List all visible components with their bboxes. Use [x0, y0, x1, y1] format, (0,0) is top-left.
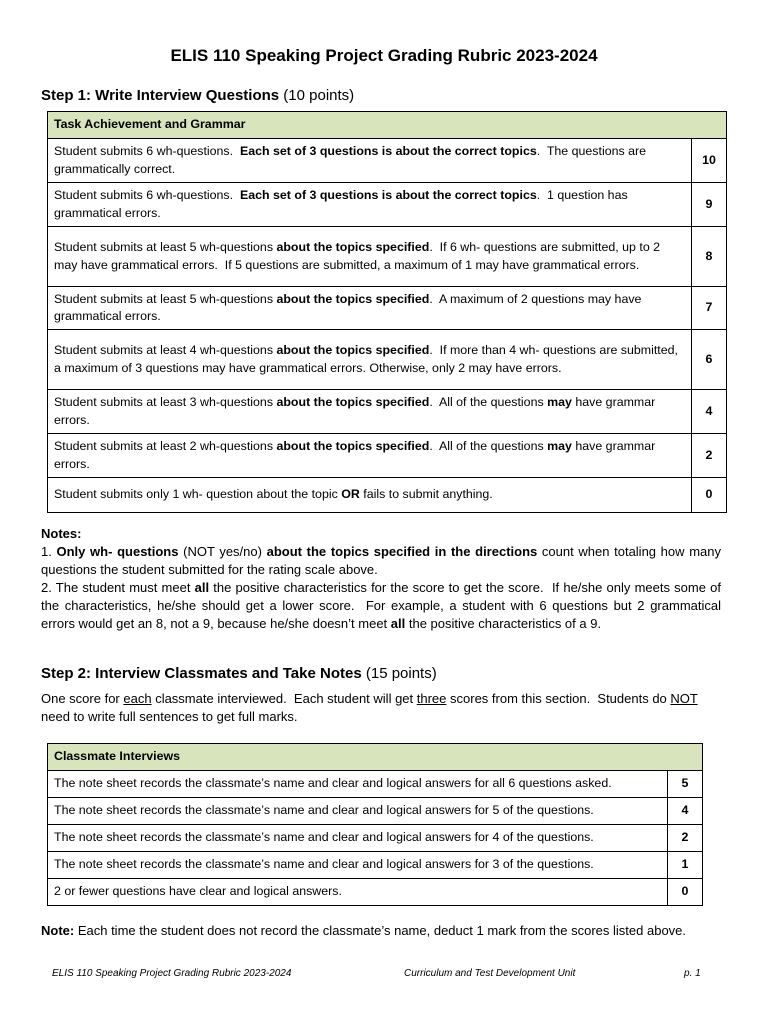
note2-label: Note:: [41, 923, 75, 938]
table1-row-score: 2: [692, 434, 727, 478]
table2-row-score: 0: [668, 879, 703, 906]
table1-header: Task Achievement and Grammar: [48, 112, 727, 139]
table1-row-score: 8: [692, 227, 727, 287]
footer-page-number: p. 1: [684, 968, 701, 979]
step1-label: Step 1: Write Interview Questions: [41, 87, 280, 104]
table1-row-desc: Student submits at least 5 wh-questions about the topics specified. A maximum of 2 questions may have grammatical errors.: [48, 287, 692, 330]
table2-row-desc: The note sheet records the classmate’s name and clear and logical answers for 3 of the questions.: [48, 852, 668, 879]
table1-row-score: 10: [692, 139, 727, 183]
page-title: ELIS 110 Speaking Project Grading Rubric 2023-2024: [170, 46, 598, 65]
table1-row-desc: Student submits 6 wh-questions. Each set of 3 questions is about the correct topics. The questions are grammatically correct.: [48, 139, 692, 183]
table2-row-desc: The note sheet records the classmate’s name and clear and logical answers for 4 of the questions.: [48, 825, 668, 852]
notes-label: Notes:: [41, 526, 82, 541]
table1-row-score: 6: [692, 330, 727, 390]
table1-row-desc: Student submits only 1 wh- question about the topic OR fails to submit anything.: [48, 478, 692, 513]
step2-note: [41, 922, 721, 940]
table2-row-desc: 2 or fewer questions have clear and logical answers.: [48, 879, 668, 906]
step2-intro: One score for each classmate interviewed. Each student will get three scores from this section. Students do NOT need to write full sentences to get full marks.: [41, 691, 698, 724]
step2-label: Step 2: Interview Classmates and Take Notes: [41, 665, 362, 682]
table2-row-score: 4: [668, 798, 703, 825]
table1-row-score: 4: [692, 390, 727, 434]
table1-row-score: 0: [692, 478, 727, 513]
table2-row-desc: The note sheet records the classmate’s name and clear and logical answers for 5 of the questions.: [48, 798, 668, 825]
notes-section: [41, 525, 721, 633]
table1-row-score: 9: [692, 183, 727, 227]
table1-row-desc: Student submits at least 5 wh-questions about the topics specified. If 6 wh- questions are submitted, up to 2 may have grammatical errors. If 5 questions are submitted, a maximum of 1 may have grammatical errors.: [48, 227, 692, 287]
task-achievement-table: [47, 111, 727, 513]
note2-text: Each time the student does not record the classmate’s name, deduct 1 mark from the scores listed above.: [74, 923, 687, 938]
note-1: 1. Only wh- questions (NOT yes/no) about the topics specified in the directions count when totaling how many questions the student submitted for the rating scale above.: [41, 544, 721, 577]
table2-row-score: 2: [668, 825, 703, 852]
table1-row-score: 7: [692, 287, 727, 330]
table2-header: Classmate Interviews: [48, 744, 703, 771]
table1-row-desc: Student submits at least 2 wh-questions about the topics specified. All of the questions may have grammar errors.: [48, 434, 692, 478]
step2-heading: [41, 665, 437, 682]
note-2: 2. The student must meet all the positive characteristics for the score to get the score. If he/she only meets some of the characteristics, he/she should get a lower score. For example, a student with 6 questions but 2 grammatical errors would get an 8, not a 9, because he/she doesn’t meet all the positive characteristics of a 9.: [41, 580, 721, 631]
table1-row-desc: Student submits 6 wh-questions. Each set of 3 questions is about the correct topics. 1 question has grammatical errors.: [48, 183, 692, 227]
table1-row-desc: Student submits at least 3 wh-questions about the topics specified. All of the questions may have grammar errors.: [48, 390, 692, 434]
table2-row-score: 5: [668, 771, 703, 798]
footer-left: ELIS 110 Speaking Project Grading Rubric 2023-2024: [52, 968, 292, 979]
table2-row-desc: The note sheet records the classmate’s name and clear and logical answers for all 6 questions asked.: [48, 771, 668, 798]
step1-heading: [41, 87, 354, 104]
table1-row-desc: Student submits at least 4 wh-questions about the topics specified. If more than 4 wh- questions are submitted, a maximum of 3 questions may have grammatical errors. Otherwise, only 2 may have errors.: [48, 330, 692, 390]
step1-points: (10 points): [279, 87, 355, 104]
step2-points: (15 points): [361, 665, 437, 682]
table2-row-score: 1: [668, 852, 703, 879]
footer-center: Curriculum and Test Development Unit: [404, 968, 576, 979]
classmate-interviews-table: [47, 743, 703, 906]
